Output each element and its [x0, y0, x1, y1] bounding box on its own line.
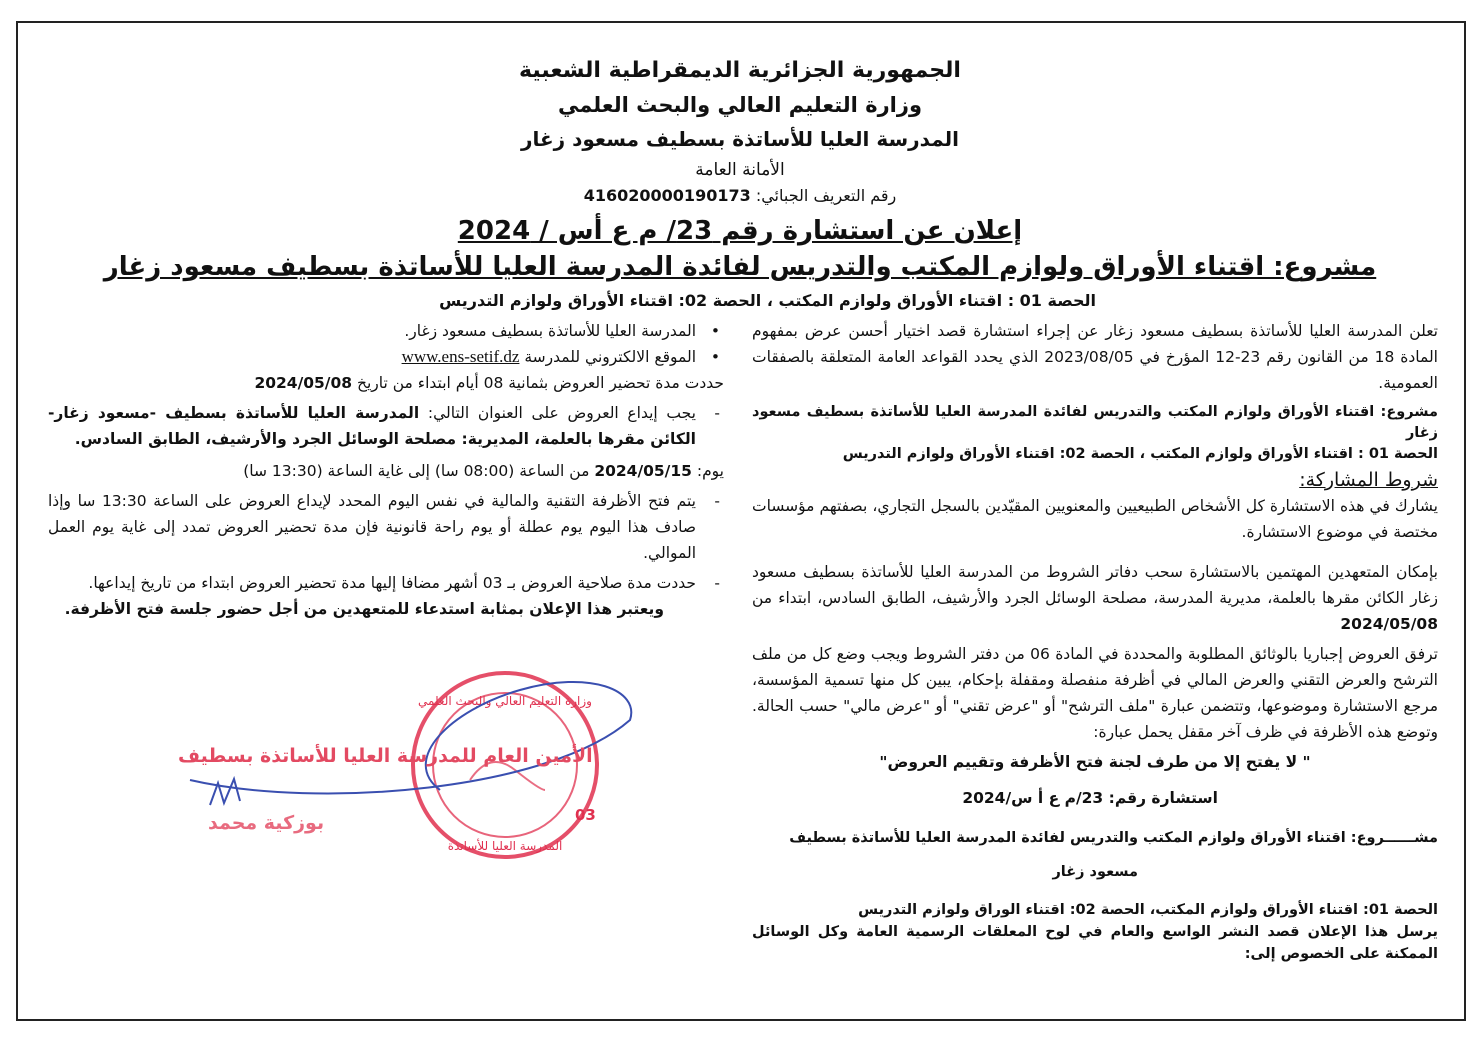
deposit-day-label: يوم: [696, 462, 724, 480]
announcement-title: إعلان عن استشارة رقم 23/ م ع أس / 2024 [457, 216, 1023, 246]
stamp-bottom-text: المدرسة العليا للأساتذة [447, 839, 563, 853]
deposit-time: من الساعة (08:00 سا) إلى غاية الساعة (13:30 سا) [243, 462, 590, 480]
offers-paragraph: ترفق العروض إجباريا بالوثائق المطلوبة والمحددة في المادة 06 من دفتر الشروط ويجب وضع كل من ملف الترشح والعرض التقني والعرض المالي في أظرفة منفصلة ومقفلة بإحكام، يبين كل منها تسمية المؤسسة، مرجع الاستشارة وموضوعها، وتتضمن عبارة "ملف الترشح" أو "عرض تقني" أو "عرض مالي" حسب الحالة. وتوضع هذه الأظرفة في ظرف آخر مقفل يحمل عبارة: [752, 645, 1438, 741]
deposit-date: 2024/05/15 [594, 462, 692, 480]
deposit-item [48, 400, 696, 452]
intro-paragraph: تعلن المدرسة العليا للأساتذة بسطيف مسعود زغار عن إجراء استشارة قصد اختيار أحسن عرض بمفهوم المادة 18 من القانون رقم 23-12 المؤرخ في 2023/08/05 الذي يحدد القواعد العامة المتعلقة بالصفقات العمومية. [752, 322, 1438, 392]
signatory-title: الأمين العام للمدرسة العليا للأساتذة بسطيف [178, 745, 593, 767]
deposit-address: المدرسة العليا للأساتذة بسطيف -مسعود زغار- الكائن مقرها بالعلمة، المديرية: مصلحة الوسائل الجرد والأرشيف، الطابق السادس. [48, 404, 696, 448]
project-title: مشروع: اقتناء الأوراق ولوازم المكتب والتدريس لفائدة المدرسة العليا للأساتذة بسطيف مسعود زغار [103, 252, 1377, 282]
envelope-quote: " لا يفتح إلا من طرف لجنة فتح الأظرفة وتقييم العروض" [879, 753, 1311, 771]
website-link[interactable]: www.ens-setif.dz [401, 347, 520, 366]
department-heading: الأمانة العامة [695, 160, 785, 180]
official-stamp [170, 660, 650, 880]
school-heading: المدرسة العليا للأساتذة بسطيف مسعود زغار [520, 127, 960, 151]
duration-text: حددت مدة تحضير العروض بثمانية 08 أيام ابتداء من تاريخ [356, 374, 724, 392]
stamp-top-text: وزارة التعليم العالي والبحث العلمي [418, 694, 592, 708]
website-label: الموقع الالكتروني للمدرسة [524, 348, 696, 366]
publish-paragraph: يرسل هذا الإعلان قصد النشر الواسع والعام في لوح المعلقات الرسمية العامة وكل الوسائل الممكنة على الخصوص إلى: [752, 924, 1438, 962]
project-line: مشروع: اقتناء الأوراق ولوازم المكتب والتدريس لفائدة المدرسة العليا للأساتذة بسطيف مسعود زغار [752, 404, 1438, 441]
invitation-paragraph: ويعتبر هذا الإعلان بمثابة استدعاء للمتعهدين من أجل حضور جلسة فتح الأظرفة. [64, 600, 664, 618]
right-column [752, 318, 1438, 965]
ministry-heading: وزارة التعليم العالي والبحث العلمي [557, 93, 923, 117]
tax-id-label: رقم التعريف الجبائي: [755, 186, 897, 205]
conditions-title: شروط المشاركة: [1299, 469, 1438, 491]
lots-heading: الحصة 01 : اقتناء الأوراق ولوازم المكتب ، الحصة 02: اقتناء الأوراق ولوازم التدريس [439, 291, 1096, 310]
republic-heading: الجمهورية الجزائرية الديمقراطية الشعبية [519, 58, 961, 83]
deposit-date-line [48, 458, 724, 484]
tax-id-line [0, 186, 1480, 205]
bullet-website [48, 344, 696, 370]
opening-item: - يتم فتح الأظرفة التقنية والمالية في نفس اليوم المحدد لإيداع العروض على الساعة 13:30 سا وإذا صادف هذا اليوم يوم عطلة أو يوم راحة قانونية فإن مدة تحضير العروض تمدد إلى غاية يوم العمل الموالي. [48, 488, 696, 566]
withdraw-date: 2024/05/08 [1340, 615, 1438, 633]
deposit-intro: يجب إيداع العروض على العنوان التالي: [427, 404, 696, 422]
lots-line: الحصة 01 : اقتناء الأوراق ولوازم المكتب ، الحصة 02: اقتناء الأوراق ولوازم التدريس [842, 446, 1438, 462]
withdraw-text: بإمكان المتعهدين المهتمين بالاستشارة سحب دفاتر الشروط من المدرسة العليا للأساتذة بسطيف مسعود زغار الكائن مقرها بالعلمة، مديرية المدرسة، مصلحة الوسائل الجرد والأرشيف، الطابق السادس، ابتداء من [752, 563, 1438, 607]
validity-item: - حددت مدة صلاحية العروض بـ 03 أشهر مضافا إليها مدة تحضير العروض ابتداء من تاريخ إيداعها. [48, 570, 696, 596]
envelope-lots: الحصة 01: اقتناء الأوراق ولوازم المكتب، الحصة 02: اقتناء الوراق ولوازم التدريس [858, 902, 1438, 918]
duration-date: 2024/05/08 [254, 374, 353, 392]
left-column [48, 318, 724, 622]
signatory-name: بوزكية محمد [208, 812, 325, 834]
consult-number: استشارة رقم: 23/م ع أ س/2024 [962, 789, 1218, 807]
tax-id-number: 416020000190173 [583, 186, 751, 205]
envelope-project: مشــــــروع: اقتناء الأوراق ولوازم المكتب والتدريس لفائدة المدرسة العليا للأساتذة بسطيف [789, 830, 1438, 846]
duration-paragraph [48, 370, 724, 396]
bullet-school: • المدرسة العليا للأساتذة بسطيف مسعود زغار. [48, 318, 696, 344]
conditions-paragraph: يشارك في هذه الاستشارة كل الأشخاص الطبيعيين والمعنويين المقيّدين بالسجل التجاري، بصفتهم مؤسسات مختصة في موضوع الاستشارة. [752, 497, 1438, 541]
stamp-number: 03 [575, 806, 596, 824]
withdraw-paragraph [752, 559, 1438, 637]
envelope-project-end: مسعود زغار [1052, 864, 1138, 880]
